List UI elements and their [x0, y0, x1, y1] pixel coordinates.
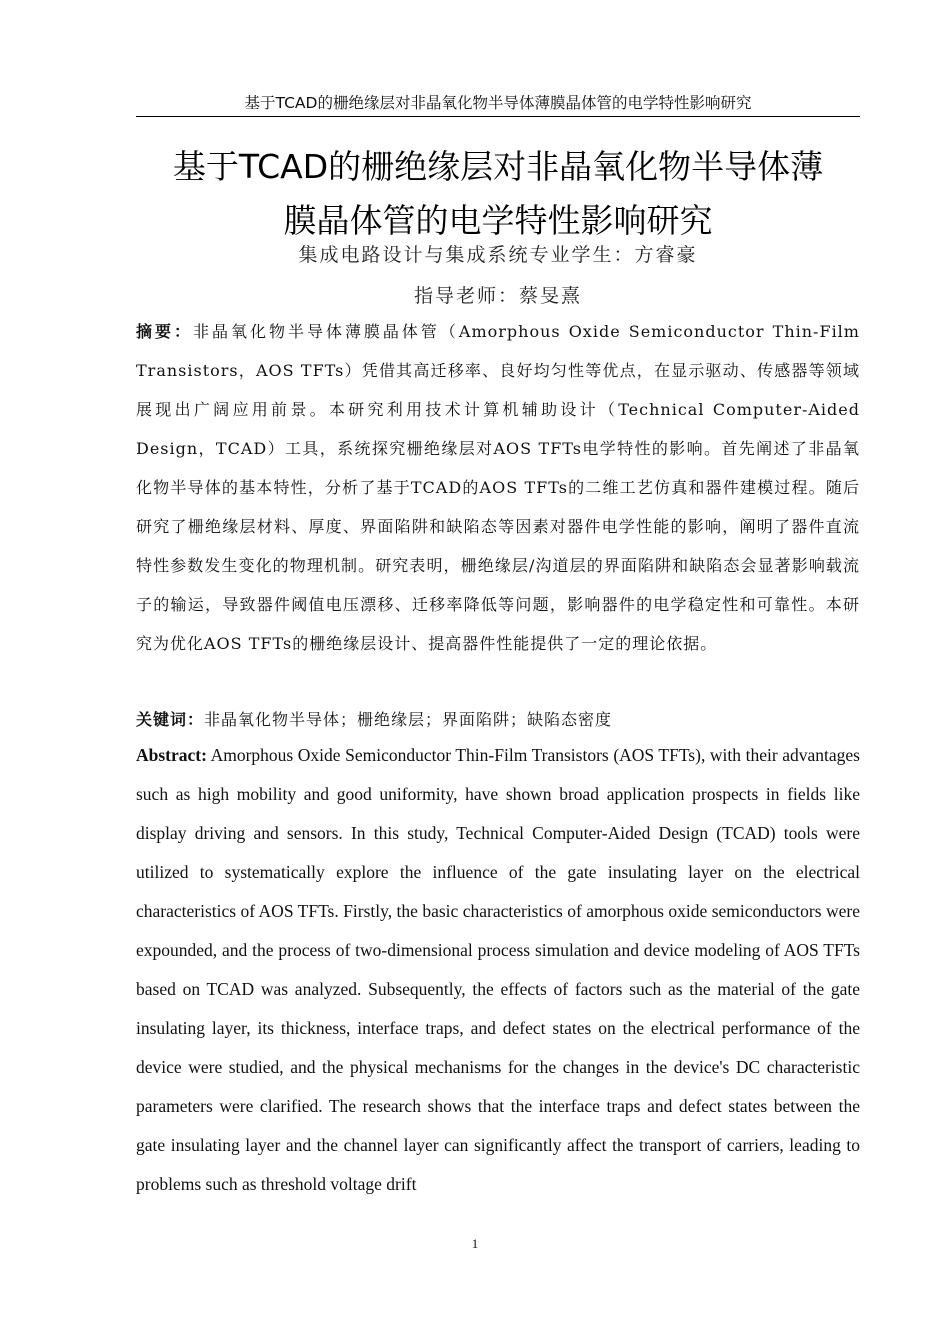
- paper-title: [120, 140, 876, 248]
- chinese-abstract: [136, 312, 860, 663]
- english-abstract-text: Amorphous Oxide Semiconductor Thin-Film Transistors (AOS TFTs), with their advantages such as high mobility and good uniformity, have shown broad application prospects in fields like display driving and sensors. In this study, Technical Computer-Aided Design (TCAD) tools were utilized to systematically explore the influence of the gate insulating layer on the electrical characteristics of AOS TFTs. Firstly, the basic characteristics of amorphous oxide semiconductors were expounded, and the process of two-dimensional process simulation and device modeling of AOS TFTs based on TCAD was analyzed. Subsequently, the effects of factors such as the material of the gate insulating layer, its thickness, interface traps, and defect states on the electrical performance of the device were studied, and the physical mechanisms for the changes in the device's DC characteristic parameters were clarified. The research shows that the interface traps and defect states between the gate insulating layer and the channel layer can significantly affect the transport of carriers, leading to problems such as threshold voltage drift: [136, 745, 860, 1194]
- running-header: 基于TCAD的栅绝缘层对非晶氧化物半导体薄膜晶体管的电学特性影响研究: [136, 92, 860, 117]
- paper-title-line-2: 膜晶体管的电学特性影响研究: [283, 201, 713, 240]
- chinese-abstract-text: 非晶氧化物半导体薄膜晶体管（Amorphous Oxide Semiconductor Thin-Film Transistors，AOS TFTs）凭借其高迁移率、良好均匀性等优点，在显示驱动、传感器等领域展现出广阔应用前景。本研究利用技术计算机辅助设计（Technical Computer-Aided Design，TCAD）工具，系统探究栅绝缘层对AOS TFTs电学特性的影响。首先阐述了非晶氧化物半导体的基本特性，分析了基于TCAD的AOS TFTs的二维工艺仿真和器件建模过程。随后研究了栅绝缘层材料、厚度、界面陷阱和缺陷态等因素对器件电学性能的影响，阐明了器件直流特性参数发生变化的物理机制。研究表明，栅绝缘层/沟道层的界面陷阱和缺陷态会显著影响载流子的输运，导致器件阈值电压漂移、迁移率降低等问题，影响器件的电学稳定性和可靠性。本研究为优化AOS TFTs的栅绝缘层设计、提高器件性能提供了一定的理论依据。: [136, 322, 860, 653]
- advisor-line: 指导老师：蔡旻熹: [413, 285, 582, 307]
- english-abstract-label: Abstract:: [136, 745, 207, 765]
- page-number: 1: [471, 1236, 479, 1251]
- chinese-keywords: [136, 700, 860, 739]
- chinese-abstract-label: 摘要：: [136, 322, 193, 341]
- author-line: 集成电路设计与集成系统专业学生：方睿豪: [298, 244, 698, 266]
- chinese-keywords-label: 关键词：: [136, 710, 205, 729]
- english-abstract: [136, 736, 860, 1204]
- paper-title-line-1: 基于TCAD的栅绝缘层对非晶氧化物半导体薄: [172, 147, 824, 186]
- chinese-keywords-text: 非晶氧化物半导体；栅绝缘层；界面陷阱；缺陷态密度: [204, 710, 613, 729]
